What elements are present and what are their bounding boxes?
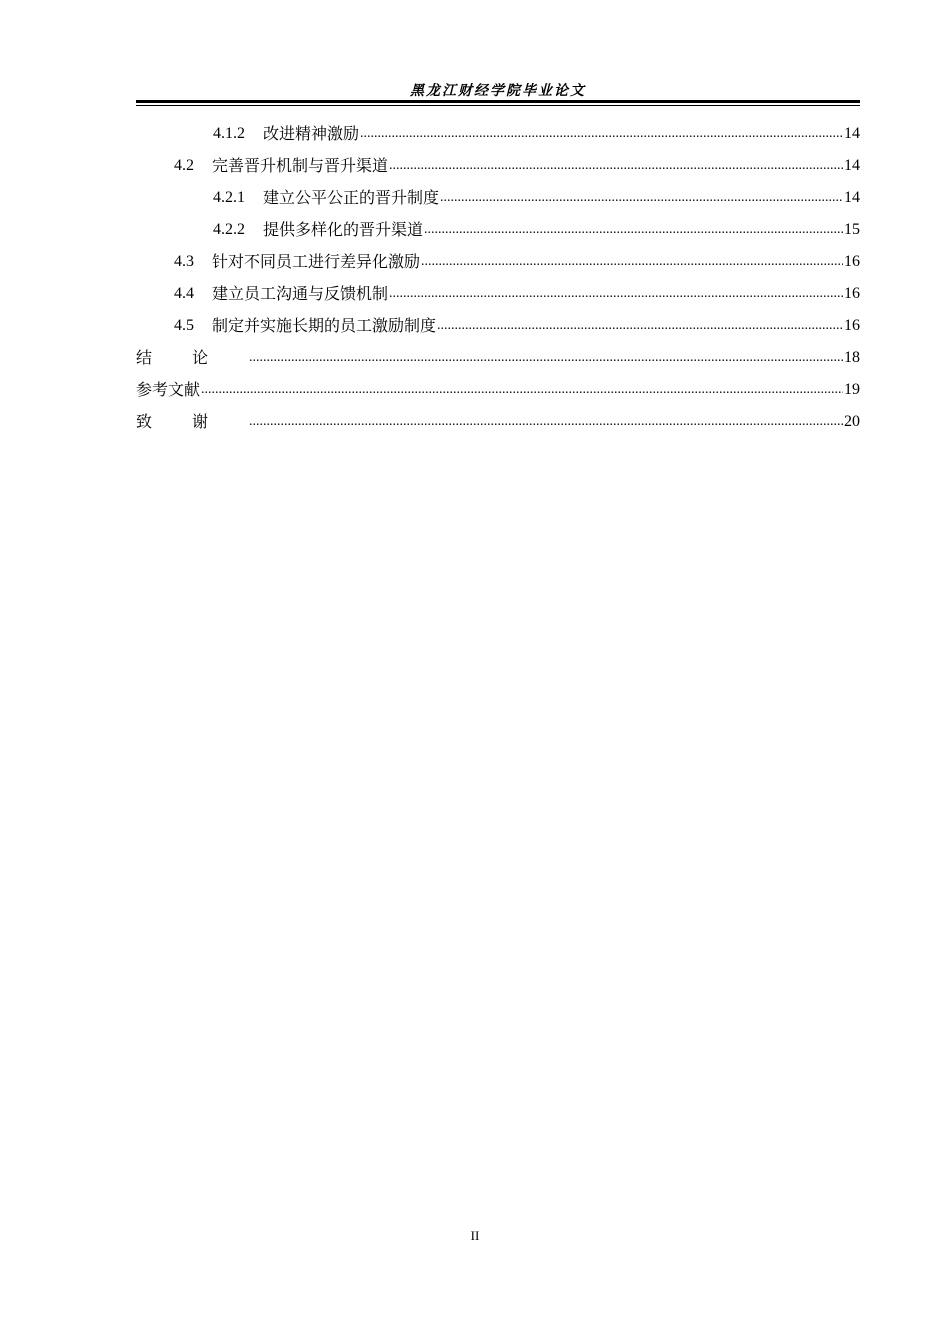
toc-dot-leader [421, 246, 843, 278]
toc-entry-number: 4.5 [174, 317, 194, 334]
toc-dot-leader [249, 406, 843, 438]
toc-dot-leader [424, 214, 843, 246]
toc-entry-number: 4.4 [174, 285, 194, 302]
toc-entry-page: 20 [844, 413, 860, 430]
toc-entry[interactable] [136, 150, 860, 182]
toc-entry-conclusion[interactable] [136, 342, 860, 374]
toc-entry[interactable] [136, 310, 860, 342]
toc-entry-title: 建立公平公正的晋升制度 [263, 188, 440, 207]
toc-entry[interactable] [136, 118, 860, 150]
toc-entry-page: 14 [844, 157, 860, 174]
toc-entry-number: 4.2.2 [213, 221, 245, 238]
toc-entry-number: 4.2 [174, 157, 194, 174]
toc-dot-leader [249, 342, 843, 374]
toc-entry-page: 18 [844, 349, 860, 366]
header-rule-thick [136, 100, 860, 103]
footer-page-number: II [470, 1228, 480, 1243]
toc-dot-leader [389, 150, 843, 182]
toc-entry[interactable] [136, 214, 860, 246]
toc-entry-number: 4.3 [174, 253, 194, 270]
toc-entry-page: 15 [844, 221, 860, 238]
toc-dot-leader [440, 182, 843, 214]
toc-dot-leader [389, 278, 843, 310]
toc-entry-title: 结论 [136, 348, 249, 367]
toc-entry-page: 14 [844, 189, 860, 206]
toc-entry-title: 建立员工沟通与反馈机制 [212, 284, 389, 303]
toc-entry-title: 完善晋升机制与晋升渠道 [212, 156, 389, 175]
toc-entry-acknowledgements[interactable] [136, 406, 860, 438]
toc-entry-references[interactable] [136, 374, 860, 406]
toc-entry-title: 参考文献 [136, 380, 201, 399]
toc-entry[interactable] [136, 278, 860, 310]
running-header-title: 黑龙江财经学院毕业论文 [410, 83, 586, 99]
toc-entry-title: 制定并实施长期的员工激励制度 [212, 316, 437, 335]
toc-entry-title: 提供多样化的晋升渠道 [263, 220, 424, 239]
toc-dot-leader [437, 310, 843, 342]
toc-entry-title: 致谢 [136, 412, 249, 431]
toc-entry-title: 针对不同员工进行差异化激励 [212, 252, 421, 271]
toc-dot-leader [201, 374, 843, 406]
toc-entry[interactable] [136, 182, 860, 214]
toc-entry-page: 14 [844, 125, 860, 142]
toc-entry-page: 16 [844, 317, 860, 334]
table-of-contents [136, 118, 860, 438]
toc-entry-number: 4.2.1 [213, 189, 245, 206]
header-rule-thin [136, 105, 860, 106]
toc-entry-title: 改进精神激励 [263, 124, 360, 143]
toc-entry[interactable] [136, 246, 860, 278]
toc-entry-page: 16 [844, 253, 860, 270]
toc-entry-page: 19 [844, 381, 860, 398]
toc-entry-page: 16 [844, 285, 860, 302]
toc-dot-leader [360, 118, 843, 150]
toc-entry-number: 4.1.2 [213, 125, 245, 142]
